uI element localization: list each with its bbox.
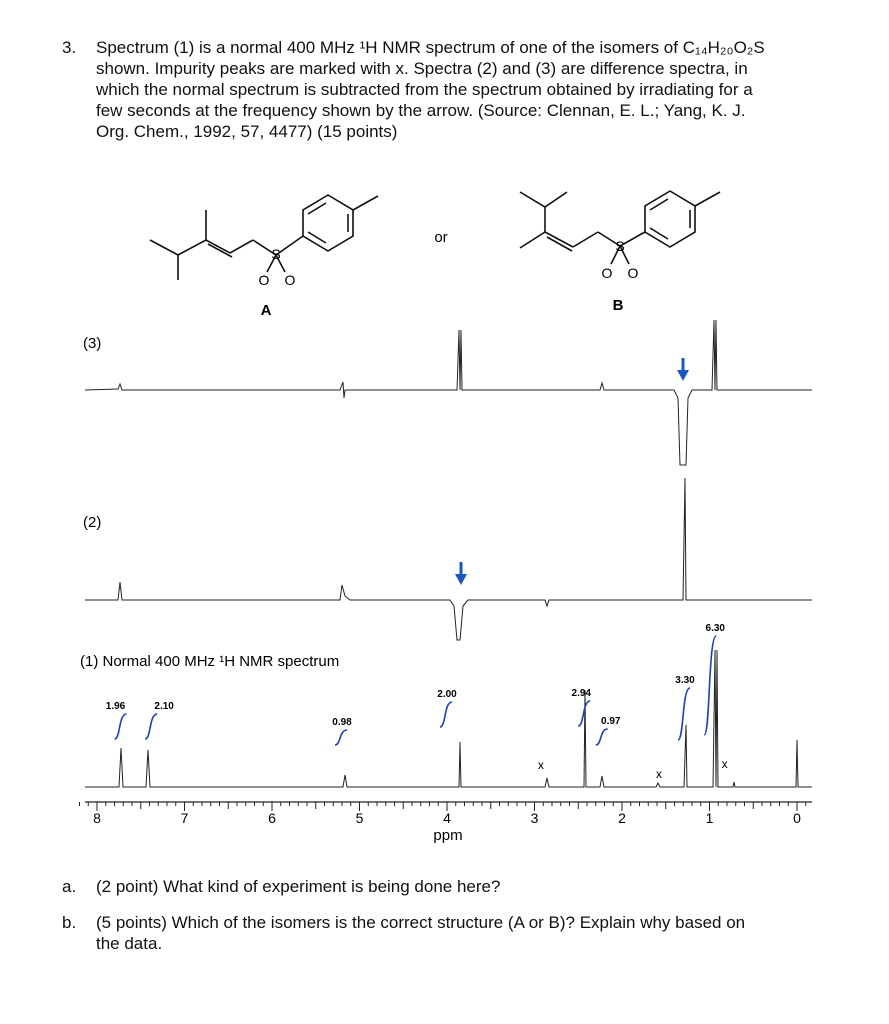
answer-b-text <box>96 912 856 954</box>
structure-a-label: A <box>260 302 272 319</box>
integrals <box>106 623 726 745</box>
tick-label: 5 <box>355 810 364 826</box>
structure-b-sulfur: S <box>615 238 625 254</box>
structure-a-oxygen-2: O <box>284 272 296 288</box>
question-line-1: Spectrum (1) is a normal 400 MHz ¹H NMR spectrum of one of the isomers of C₁₄H₂₀O₂S <box>96 38 765 57</box>
impurity-mark: x <box>656 767 662 781</box>
structure-a <box>150 195 378 280</box>
tick-label: 4 <box>443 810 451 826</box>
integral-label: 0.98 <box>332 717 352 728</box>
integral-label: 2.94 <box>571 688 591 699</box>
question-line-2: shown. Impurity peaks are marked with x. Spectra (2) and (3) are difference spectra, in <box>96 59 748 78</box>
structure-b-label: B <box>612 297 624 314</box>
tick-label: 2 <box>618 810 626 826</box>
integral-label: 1.96 <box>105 701 126 712</box>
structure-b-oxygen-1: O <box>601 265 613 281</box>
integral-curve <box>145 714 157 739</box>
question-line-4: few seconds at the frequency shown by the arrow. (Source: Clennan, E. L.; Yang, K. J. <box>96 101 746 120</box>
integral-label: 2.00 <box>437 689 457 700</box>
spectrum-1-trace <box>85 650 812 787</box>
tick-label: 0 <box>793 810 801 826</box>
or-label: or <box>434 229 448 246</box>
spectrum-1-label: (1) Normal 400 MHz ¹H NMR spectrum <box>80 653 340 670</box>
question-line-5: Org. Chem., 1992, 57, 4477) (15 points) <box>96 122 398 141</box>
axis-ticks <box>80 802 806 826</box>
answer-b-line-2: the data. <box>96 934 163 953</box>
integral-label: 2.10 <box>154 701 174 712</box>
spectrum-2-label: (2) <box>83 514 102 531</box>
spectrum-3-trace <box>85 320 812 465</box>
answer-a-text: (2 point) What kind of experiment is being done here? <box>96 877 501 896</box>
integral-curve <box>678 688 690 740</box>
tick-label: 1 <box>705 810 714 826</box>
spectrum-3-label: (3) <box>83 335 102 352</box>
answer-a-letter: a. <box>62 877 77 896</box>
structure-a-oxygen-1: O <box>258 272 270 288</box>
impurity-mark: x <box>537 758 544 772</box>
tick-label: 3 <box>530 810 539 826</box>
impurity-mark: x <box>721 757 728 771</box>
integral-label: 3.30 <box>675 675 695 686</box>
question-line-3: which the normal spectrum is subtracted from the spectrum obtained by irradiating for a <box>96 80 753 99</box>
integral-curve <box>335 730 347 745</box>
integral-label: 0.97 <box>601 716 621 727</box>
tick-label: 6 <box>268 810 276 826</box>
integral-curve <box>440 702 452 727</box>
tick-label: 7 <box>180 810 189 826</box>
irradiation-arrow-2 <box>455 562 467 585</box>
integral-curve <box>596 729 608 745</box>
structure-b-oxygen-2: O <box>627 265 639 281</box>
x-axis-label: ppm <box>433 827 463 844</box>
integral-label: 6.30 <box>705 623 725 634</box>
irradiation-arrow-3 <box>677 358 689 381</box>
answer-b-line-1: (5 points) Which of the isomers is the correct structure (A or B)? Explain why based on <box>96 913 746 932</box>
integral-curve <box>115 714 127 739</box>
answer-b-letter: b. <box>62 913 77 932</box>
impurity-marks <box>538 757 728 781</box>
question-number: 3. <box>62 38 77 57</box>
structure-a-sulfur: S <box>271 246 281 262</box>
tick-label: 8 <box>93 810 101 826</box>
spectrum-2-trace <box>85 478 812 640</box>
